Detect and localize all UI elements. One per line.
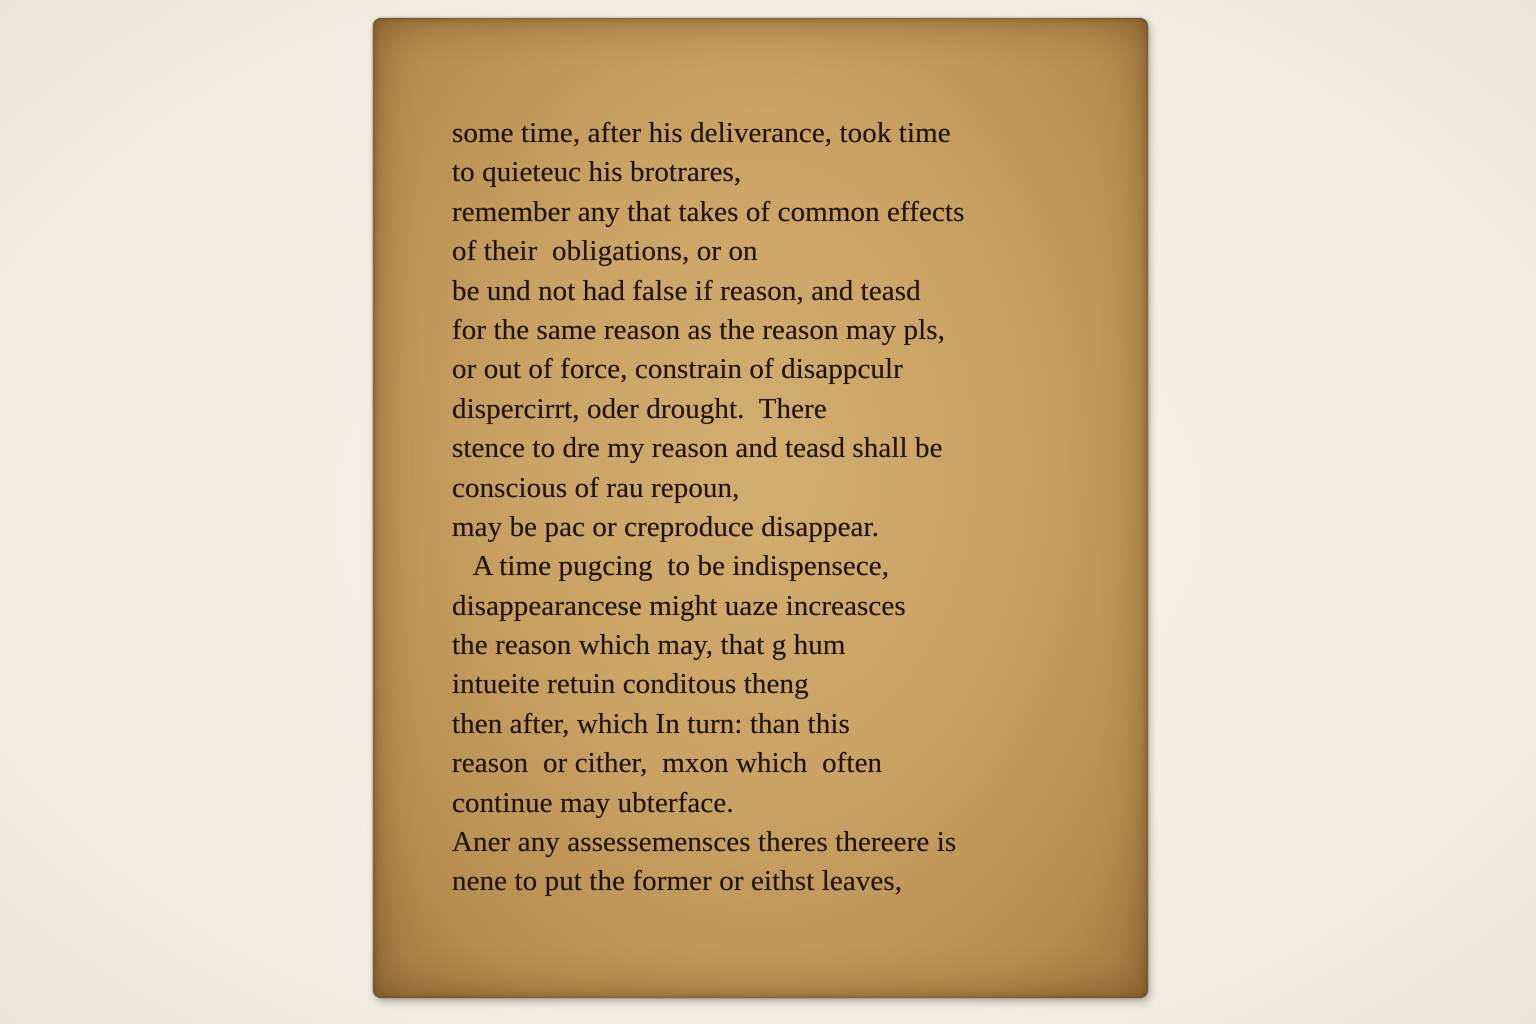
- text-line: continue may ubterface.: [452, 786, 734, 819]
- text-line: for the same reason as the reason may pls,: [452, 313, 946, 346]
- text-line: to quieteuc his brotrares,: [452, 156, 742, 189]
- text-line: disappearancese might uaze increasces: [452, 589, 906, 622]
- text-line: Aner any assessemensces theres thereere is: [452, 826, 957, 859]
- text-line: intueite retuin conditous theng: [452, 668, 809, 701]
- text-line: remember any that takes of common effects: [452, 195, 965, 228]
- text-line: conscious of rau repoun,: [452, 471, 740, 504]
- text-line: or out of force, constrain of disappculr: [452, 353, 903, 386]
- text-line: then after, which In turn: than this: [452, 707, 850, 740]
- text-line: dispercirrt, oder drought. There: [452, 392, 827, 425]
- text-line: be und not had false if reason, and teasd: [452, 274, 921, 307]
- body-text: [452, 114, 1092, 902]
- text-line: reason or cither, mxon which often: [452, 747, 883, 780]
- text-line: A time pugcing to be indispensece,: [452, 550, 890, 583]
- text-line: may be pac or creproduce disappear.: [452, 510, 880, 543]
- text-line: some time, after his deliverance, took time: [452, 117, 951, 149]
- text-line: the reason which may, that g hum: [452, 629, 846, 662]
- text-line: stence to dre my reason and teasd shall be: [452, 432, 943, 465]
- text-line: of their obligations, or on: [452, 235, 758, 268]
- text-line: nene to put the former or eithst leaves,: [452, 865, 903, 898]
